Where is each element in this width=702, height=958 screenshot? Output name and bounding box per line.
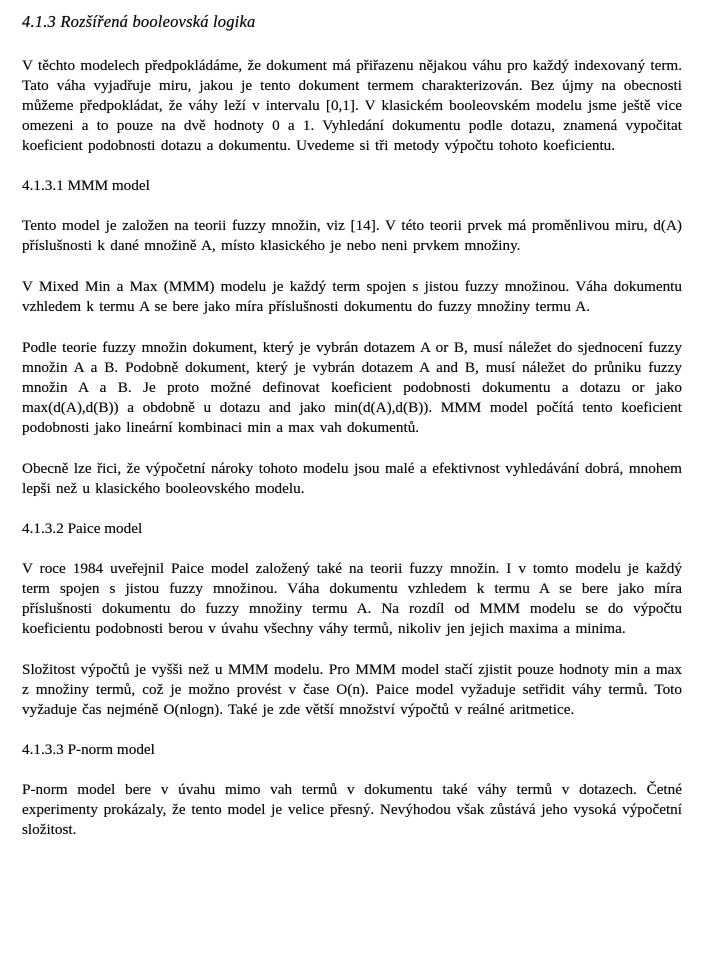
section-title: 4.1.3 Rozšířená booleovská logika (22, 12, 256, 31)
subsection-heading-paice: 4.1.3.2 Paice model (22, 520, 143, 537)
paice-paragraph-2: Složitost výpočtů je vyšši než u MMM modelu. Pro MMM model stačí zjistit pouze hodnoty min a max z množiny termů, což je možno provést v čase O(n). Paice model vyžaduje setřidit váhy termů. Toto vyžaduje čas nejméně O(nlogn). Také je zde větší množství výpočtů v reálné aritmetice. (22, 661, 682, 718)
mmm-paragraph-2: V Mixed Min a Max (MMM) modelu je každý term spojen s jistou fuzzy množinou. Váha dokumentu vzhledem k termu A se bere jako míra příslušnosti dokumentu do fuzzy množiny termu A. (22, 278, 682, 315)
paice-paragraph-1: V roce 1984 uveřejnil Paice model založený také na teorii fuzzy množin. I v tomto modelu je každý term spojen s jistou fuzzy množinou. Váha dokumentu vzhledem k termu A se bere jako míra příslušnosti dokumentu do fuzzy množiny termu A. Na rozdíl od MMM modelu se do výpočtu koeficientu podobnosti berou v úvahu všechny váhy termů, nikoliv jen jejich maxima a minima. (22, 560, 682, 637)
pnorm-paragraph-1: P-norm model bere v úvahu mimo vah termů v dokumentu také váhy termů v dotazech. Četné experimenty prokázaly, že tento model je velice přesný. Nevýhodou však zůstává jeho vysoká výpočetní složitost. (22, 781, 682, 838)
intro-paragraph: V těchto modelech předpokládáme, že dokument má přiřazenu nějakou váhu pro každý indexovaný term. Tato váha vyjadřuje miru, jakou je tento dokument termem charakterizován. Bez újmy na obecnosti můžeme předpokládat, že váhy leží v intervalu [0,1]. V klasickém booleovském modelu jsme ještě vice omezeni a to pouze na dvě hodnoty 0 a 1. Vyhledání dokumentu podle dotazu, znamená vypočitat koeficient podobnosti dotazu a dokumentu. Uvedeme si tři metody výpočtu tohoto koeficientu. (22, 57, 682, 154)
mmm-paragraph-3: Podle teorie fuzzy množin dokument, který je vybrán dotazem A or B, musí náležet do sjednocení fuzzy množin A a B. Podobně dokument, který je vybrán dotazem A and B, musí náležet do průniku fuzzy množin A a B. Je proto možné definovat koeficient podobnosti dokumentu a dotazu or jako max(d(A),d(B)) a obdobně u dotazu and jako min(d(A),d(B)). MMM model počítá tento koeficient podobnosti jako lineární kombinaci min a max vah dokumentů. (22, 339, 682, 436)
subsection-heading-pnorm: 4.1.3.3 P-norm model (22, 741, 155, 758)
mmm-paragraph-1: Tento model je založen na teorii fuzzy množin, viz [14]. V této teorii prvek má proměnlivou miru, d(A) příslušnosti k dané množině A, místo klasického je nebo neni prvkem množiny. (22, 217, 682, 254)
subsection-heading-mmm: 4.1.3.1 MMM model (22, 177, 150, 194)
mmm-paragraph-4: Obecně lze řici, že výpočetní nároky tohoto modelu jsou malé a efektivnost vyhledávání dobrá, mnohem lepši než u klasického booleovského modelu. (22, 460, 682, 497)
